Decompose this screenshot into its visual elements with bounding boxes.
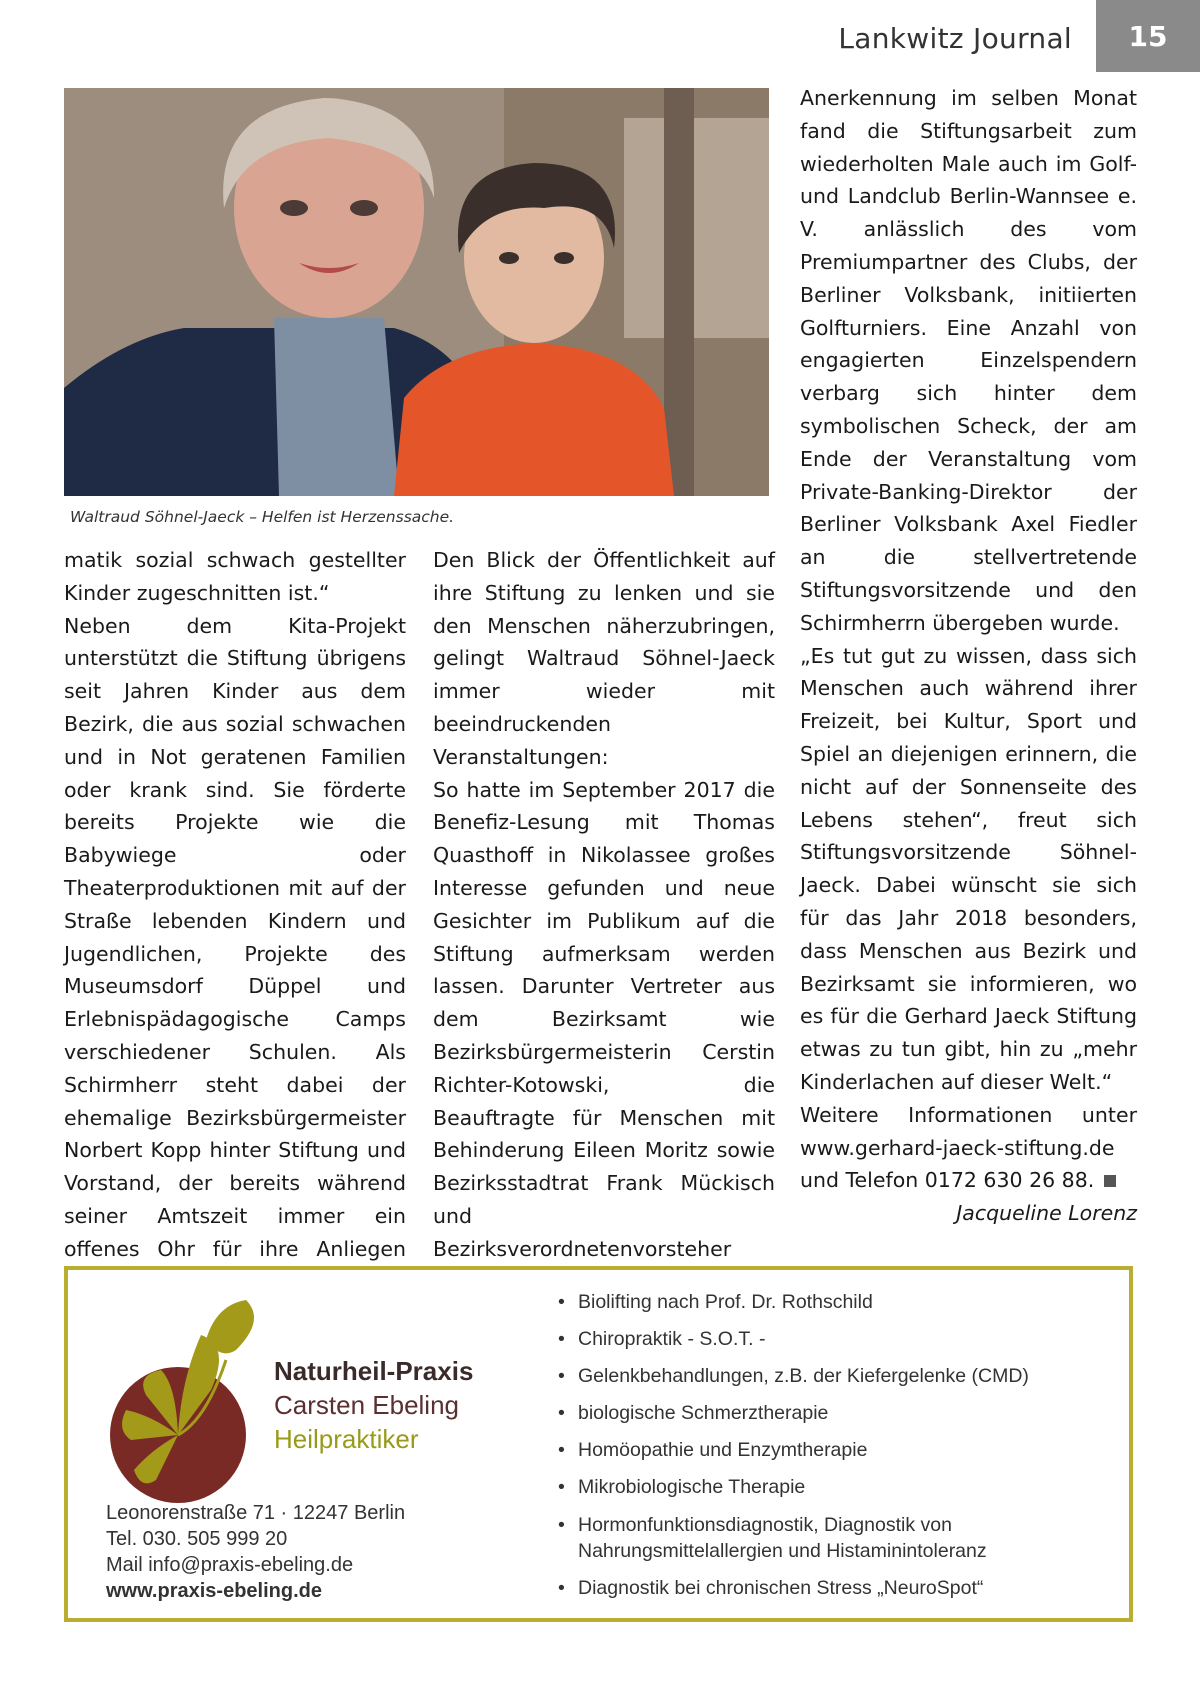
list-item: • Hormonfunktionsdiagnostik, Diagnostik von Nahrungsmittelallergien und Histaminintoleranz <box>558 1506 1088 1570</box>
paragraph: Anerkennung im selben Monat fand die Stiftungsarbeit zum wiederholten Male auch im Golf- und Landclub Berlin-Wannsee e. V. anlässlich des vom Premiumpartner des Clubs, der Berliner Volksbank, initiierten Golfturniers. Eine Anzahl von engagierten Einzelspendern verbarg sich hinter dem symbolischen Scheck, der am Ende der Veranstaltung vom Private-Banking-Direktor der Berliner Volksbank Axel Fiedler an die stellvertretende Stiftungsvorsitzende und den Schirmherrn übergeben wurde. <box>800 86 1137 635</box>
list-item: • Homöopathie und Enzymtherapie <box>558 1432 1088 1469</box>
page-header <box>0 0 1200 72</box>
practice-name <box>274 1354 473 1456</box>
paragraph: Neben dem Kita-Projekt unterstützt die Stiftung übrigens seit Jahren Kinder aus dem Bezirk, die aus sozial schwachen und in Not geratenen Familien oder krank sind. Sie förderte bereits Projekte wie die Babywiege oder Theaterproduktionen mit auf der Straße lebenden Kindern und Jugendlichen, Projekte des Museumsdorf Düppel und Erlebnispädagogische Camps verschiedener Schulen. Als Schirmherr steht dabei der ehemalige Bezirksbürgermeister Norbert Kopp hinter Stiftung und Vorstand, der bereits während seiner Amtszeit immer ein offenes Ohr für ihre Anliegen <box>64 613 406 1261</box>
photo-caption: Waltraud Söhnel-Jaeck – Helfen ist Herzenssache. <box>70 508 455 526</box>
practice-website: www.praxis-ebeling.de <box>106 1580 322 1602</box>
contact-text: Weitere Informationen unter www.gerhard-jaeck-stiftung.de und Telefon 0172 630 26 88. <box>800 1102 1137 1193</box>
article-photo <box>64 88 769 496</box>
page-number: 15 <box>1096 0 1200 72</box>
paragraph: matik sozial schwach gestellter Kinder zugeschnitten ist.“ <box>64 548 406 605</box>
services-list <box>558 1284 1088 1607</box>
article-column-2 <box>433 544 775 1298</box>
paragraph: So hatte im September 2017 die Benefiz-Lesung mit Thomas Quasthoff in Nikolassee großes Interesse gefunden und neue Gesichter im Publikum auf die Stiftung aufmerksam werden lassen. Darunter Vertreter aus dem Bezirksamt wie Bezirksbürgermeisterin Cerstin Richter-Kotowski, die Beauftragte für Menschen mit Behinderung Eileen Moritz sowie Bezirksstadtrat Frank Mückisch und Bezirksverordnetenvorsteher <box>433 777 775 1261</box>
practitioner-role: Heilpraktiker <box>274 1424 419 1454</box>
article-column-1 <box>64 544 406 1298</box>
practice-address: Leonorenstraße 71 · 12247 Berlin <box>106 1502 406 1524</box>
list-item: • Biolifting nach Prof. Dr. Rothschild <box>558 1284 1088 1321</box>
paragraph-contact <box>800 1099 1137 1197</box>
end-mark-icon <box>1104 1175 1116 1187</box>
practice-mail: Mail info@praxis-ebeling.de <box>106 1554 354 1576</box>
advertisement-box <box>64 1266 1133 1622</box>
list-item: • biologische Schmerztherapie <box>558 1395 1088 1432</box>
list-item: • Gelenkbehandlungen, z.B. der Kiefergelenke (CMD) <box>558 1358 1088 1395</box>
journal-title: Lankwitz Journal <box>838 22 1072 55</box>
photo-illustration <box>64 88 769 496</box>
paragraph: Den Blick der Öffentlichkeit auf ihre Stiftung zu lenken und sie den Menschen näherzubringen, gelingt Waltraud Söhnel-Jaeck immer wieder mit beeindruckenden Veranstaltungen: <box>433 548 775 769</box>
list-item: • Mikrobiologische Therapie <box>558 1469 1088 1506</box>
practice-contact <box>106 1500 405 1604</box>
list-item: • Chiropraktik - S.O.T. - <box>558 1321 1088 1358</box>
practice-phone: Tel. 030. 505 999 20 <box>106 1528 288 1550</box>
article-column-3 <box>800 82 1137 1230</box>
paragraph: „Es tut gut zu wissen, dass sich Menschen auch während ihrer Freizeit, bei Kultur, Sport und Spiel an diejenigen erinnern, die nicht auf der Sonnenseite des Lebens stehen“, freut sich Stiftungsvorsitzende Söhnel-Jaeck. Dabei wünscht sie sich für das Jahr 2018 besonders, dass Menschen aus Bezirk und Bezirksamt sie informieren, wo es für die Gerhard Jaeck Stiftung etwas zu tun gibt, hin zu „mehr Kinderlachen auf dieser Welt.“ <box>800 643 1137 1094</box>
list-item: • Diagnostik bei chronischen Stress „NeuroSpot“ <box>558 1570 1088 1607</box>
practitioner-name: Carsten Ebeling <box>274 1390 459 1420</box>
article-author: Jacqueline Lorenz <box>956 1201 1137 1226</box>
practice-title: Naturheil-Praxis <box>274 1356 474 1386</box>
